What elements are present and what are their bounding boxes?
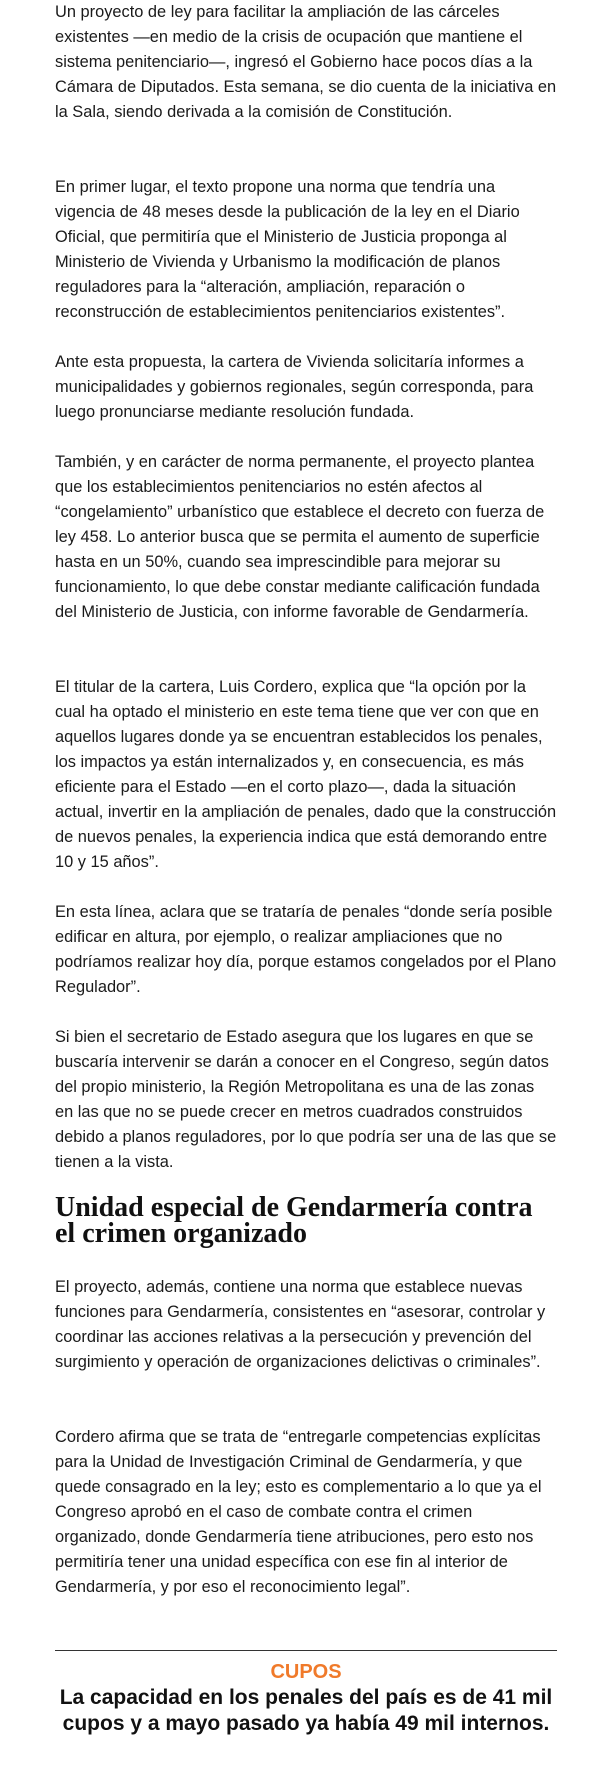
section-heading: Unidad especial de Gendarmería contra el crimen organizado	[55, 1192, 533, 1249]
paragraph-2: En primer lugar, el texto propone una norma que tendría una vigencia de 48 meses desde la publicación de la ley en el Diario Oficial, que permitiría que el Ministerio de Justicia proponga al Ministerio de Vivienda y Urbanismo la modificación de planos reguladores para la “alteración, ampliación, reparación o reconstrucción de establecimientos penitenciarios existentes”.	[55, 178, 520, 321]
paragraph-3: Ante esta propuesta, la cartera de Vivienda solicitaría informes a municipalidades y gobiernos regionales, según corresponda, para luego pronunciarse mediante resolución fundada.	[55, 353, 534, 421]
paragraph-1: Un proyecto de ley para facilitar la ampliación de las cárceles existentes —en medio de la crisis de ocupación que mantiene el sistema penitenciario—, ingresó el Gobierno hace pocos días a la Cámara de Diputados. Esta semana, se dio cuenta de la iniciativa en la Sala, siendo derivada a la comisión de Constitución.	[55, 3, 557, 121]
paragraph-9: Cordero afirma que se trata de “entregarle competencias explícitas para la Unidad de Investigación Criminal de Gendarmería, y que quede consagrado en la ley; esto es complementario a lo que ya el Congreso aprobó en el caso de combate contra el crimen organizado, donde Gendarmería tiene atribuciones, pero esto nos permitiría tener una unidad específica con ese fin al interior de Gendarmería, y por eso el reconocimiento legal”.	[55, 1428, 542, 1596]
paragraph-8: El proyecto, además, contiene una norma que establece nuevas funciones para Gendarmería, consistentes en “asesorar, controlar y coordinar las acciones relativas a la persecución y prevención del surgimiento y operación de organizaciones delictivas o criminales”.	[55, 1278, 546, 1371]
pull-quote-text: La capacidad en los penales del país es de 41 mil cupos y a mayo pasado ya había 49 mil internos.	[59, 1686, 553, 1735]
pull-quote-label: CUPOS	[270, 1661, 342, 1683]
paragraph-5: El titular de la cartera, Luis Cordero, explica que “la opción por la cual ha optado el ministerio en este tema tiene que ver con que en aquellos lugares donde ya se encuentran establecidos los penales, los impactos ya están internalizados y, en consecuencia, es más eficiente para el Estado —en el corto plazo—, dada la situación actual, invertir en la ampliación de penales, dado que la construcción de nuevos penales, la experiencia indica que está demorando entre 10 y 15 años”.	[55, 678, 557, 871]
paragraph-6: En esta línea, aclara que se trataría de penales “donde sería posible edificar en altura, por ejemplo, o realizar ampliaciones que no podríamos realizar hoy día, porque estamos congelados por el Plano Regulador”.	[55, 903, 557, 996]
pull-quote-divider	[55, 1650, 557, 1651]
paragraph-7: Si bien el secretario de Estado asegura que los lugares en que se buscaría intervenir se darán a conocer en el Congreso, según datos del propio ministerio, la Región Metropolitana es una de las zonas en las que no se puede crecer en metros cuadrados construidos debido a planos reguladores, por lo que podría ser una de las que se tienen a la vista.	[55, 1028, 557, 1171]
paragraph-4: También, y en carácter de norma permanente, el proyecto plantea que los establecimientos penitenciarios no estén afectos al “congelamiento” urbanístico que establece el decreto con fuerza de ley 458. Lo anterior busca que se permita el aumento de superficie hasta en un 50%, cuando sea imprescindible para mejorar su funcionamiento, lo que debe constar mediante calificación fundada del Ministerio de Justicia, con informe favorable de Gendarmería.	[55, 453, 545, 621]
